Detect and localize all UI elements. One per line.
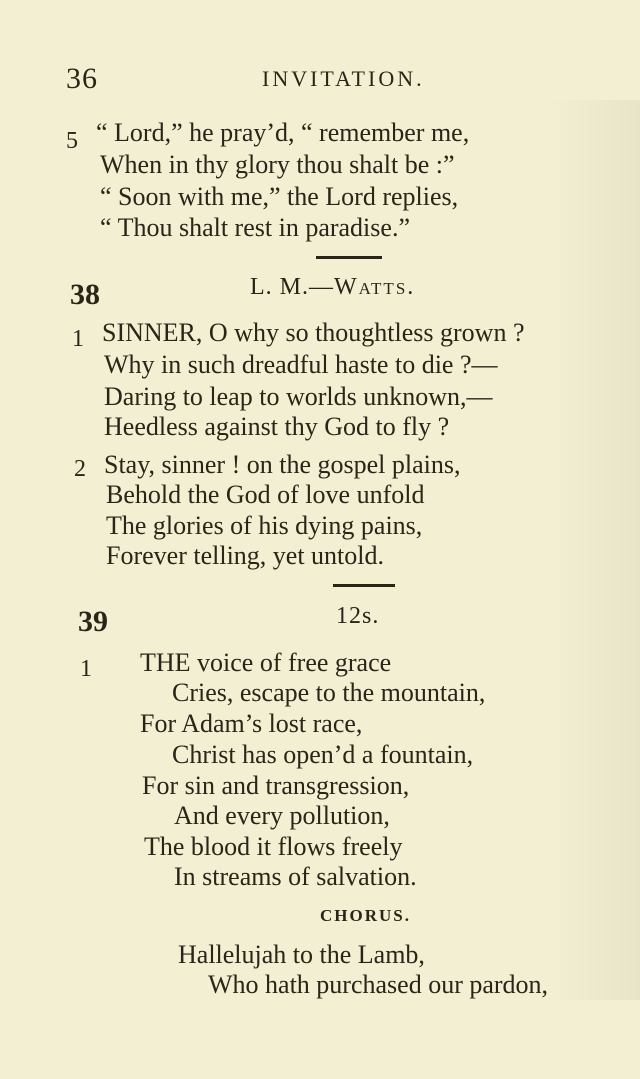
running-head: [66, 62, 586, 96]
verse-line: “ Soon with me,” the Lord replies,: [100, 182, 459, 211]
page-title: INVITATION.: [262, 66, 425, 91]
chorus-line: Hallelujah to the Lamb,: [178, 940, 425, 969]
verse-number: 5: [66, 128, 78, 154]
verse-line: Daring to leap to worlds unknown,—: [104, 382, 493, 411]
bleed-through-shadow: [550, 100, 640, 1000]
hymn-number: 39: [78, 605, 108, 638]
verse-line: Forever telling, yet untold.: [106, 541, 385, 570]
verse-line: Stay, sinner ! on the gospel plains,: [104, 450, 461, 479]
verse-line: SINNER, O why so thoughtless grown ?: [102, 318, 525, 347]
verse-line: In streams of salvation.: [174, 862, 417, 891]
section-divider: [316, 256, 382, 259]
verse-line: Heedless against thy God to fly ?: [104, 412, 450, 441]
verse-line: “ Lord,” he pray’d, “ remember me,: [96, 118, 470, 147]
verse-line: THE voice of free grace: [140, 648, 392, 677]
verse-line: Cries, escape to the mountain,: [172, 678, 486, 707]
verse-number: 1: [80, 656, 92, 682]
page-number: 36: [66, 62, 98, 95]
hymn-author: Watts.: [334, 274, 416, 300]
verse-line: Behold the God of love unfold: [106, 480, 425, 509]
hymn-meter: [250, 274, 415, 301]
verse-number: 1: [72, 326, 84, 352]
verse-line: And every pollution,: [174, 801, 390, 830]
verse-line: The glories of his dying pains,: [106, 511, 423, 540]
verse-line: For sin and transgression,: [142, 771, 410, 800]
verse-number: 2: [74, 456, 86, 482]
verse-line: Why in such dreadful haste to die ?—: [104, 350, 498, 379]
hymn-number: 38: [70, 278, 100, 311]
chorus-line: Who hath purchased our pardon,: [208, 970, 549, 999]
verse-line: When in thy glory thou shalt be :”: [100, 150, 455, 179]
verse-line: Christ has open’d a fountain,: [172, 740, 474, 769]
hymn-meter: 12s.: [336, 603, 380, 629]
verse-line: The blood it flows freely: [144, 832, 403, 861]
section-divider: [333, 584, 395, 587]
meter-label: L. M.—: [250, 274, 334, 300]
chorus-label: CHORUS.: [320, 906, 411, 925]
verse-line: “ Thou shalt rest in paradise.”: [100, 213, 410, 242]
verse-line: For Adam’s lost race,: [140, 709, 363, 738]
